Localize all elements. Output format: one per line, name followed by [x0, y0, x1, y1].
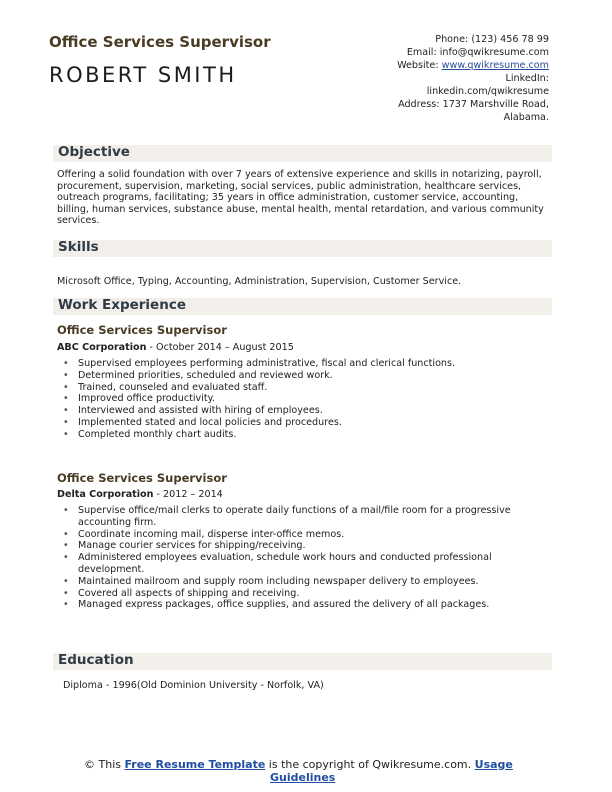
- candidate-name: ROBERT SMITH: [49, 63, 237, 87]
- list-item: • Supervised employees performing administrative, fiscal and clerical functions.: [57, 358, 537, 370]
- job-dates: - October 2014 – August 2015: [146, 342, 294, 353]
- section-heading: Objective: [58, 144, 130, 160]
- company-name: Delta Corporation: [57, 489, 154, 500]
- section-education: [53, 653, 552, 670]
- contact-address: Address: 1737 Marshville Road,: [398, 99, 549, 110]
- contact-linkedin: linkedin.com/qwikresume: [426, 86, 549, 97]
- job-bullets: [57, 505, 512, 611]
- skills-text: Microsoft Office, Typing, Accounting, Administration, Supervision, Customer Service.: [57, 276, 462, 287]
- contact-address-line2: Alabama.: [503, 112, 549, 123]
- section-heading: Work Experience: [58, 297, 186, 313]
- usage-guidelines-link-cont[interactable]: Guidelines: [270, 771, 336, 784]
- list-item: • Manage courier services for shipping/receiving.: [57, 540, 512, 552]
- section-heading: Skills: [58, 239, 99, 255]
- resume-job-title: Office Services Supervisor: [49, 33, 271, 51]
- list-item: • Trained, counseled and evaluated staff.: [57, 382, 537, 394]
- job-company-dates: [57, 489, 223, 500]
- list-item: • Covered all aspects of shipping and receiving.: [57, 588, 512, 600]
- list-item: • Determined priorities, scheduled and reviewed work.: [57, 370, 537, 382]
- contact-phone: Phone: (123) 456 78 99: [435, 34, 549, 45]
- objective-text: Offering a solid foundation with over 7 years of extensive experience and skills in notarizing, payroll, procurement, supervision, marketing, social services, public administration, healthcare services, outreach programs, facilitating; 35 years in office administration, customer service, accounting, billing, human services, substance abuse, mental health, mental retardation, and various community services.: [57, 169, 544, 227]
- list-item: • Managed express packages, office supplies, and assured the delivery of all packages.: [57, 599, 512, 611]
- job-bullets: [57, 358, 537, 441]
- contact-linkedin-label: LinkedIn:: [505, 73, 549, 84]
- free-resume-template-link[interactable]: Free Resume Template: [124, 758, 266, 771]
- contact-block: [329, 33, 549, 124]
- list-item: • Coordinate incoming mail, disperse inter-office memos.: [57, 529, 512, 541]
- list-item: • Improved office productivity.: [57, 393, 537, 405]
- list-item: • Maintained mailroom and supply room including newspaper delivery to employees.: [57, 576, 512, 588]
- contact-website: Website: www.qwikresume.com: [397, 60, 549, 71]
- section-skills: [53, 240, 552, 257]
- job-title: Office Services Supervisor: [57, 323, 227, 337]
- list-item: • Implemented stated and local policies and procedures.: [57, 417, 537, 429]
- contact-email: Email: info@qwikresume.com: [406, 47, 549, 58]
- list-item: • Administered employees evaluation, schedule work hours and conducted professional development.: [57, 552, 512, 576]
- list-item: • Completed monthly chart audits.: [57, 429, 537, 441]
- section-heading: Education: [58, 652, 134, 668]
- section-work-experience: [53, 298, 552, 315]
- section-objective: [53, 145, 552, 162]
- job-dates: - 2012 – 2014: [153, 489, 223, 500]
- list-item: • Supervise office/mail clerks to operate daily functions of a mail/file room for a progressive accounting firm.: [57, 505, 512, 529]
- footer-copyright: © This Free Resume Template is the copyright of Qwikresume.com. Usage Guidelines: [84, 758, 513, 784]
- job-title: Office Services Supervisor: [57, 471, 227, 485]
- company-name: ABC Corporation: [57, 342, 147, 353]
- list-item: • Interviewed and assisted with hiring of employees.: [57, 405, 537, 417]
- usage-guidelines-link[interactable]: Usage: [474, 758, 513, 771]
- job-company-dates: [57, 342, 294, 353]
- education-text: Diploma - 1996(Old Dominion University - Norfolk, VA): [63, 680, 324, 691]
- website-link[interactable]: www.qwikresume.com: [441, 60, 549, 71]
